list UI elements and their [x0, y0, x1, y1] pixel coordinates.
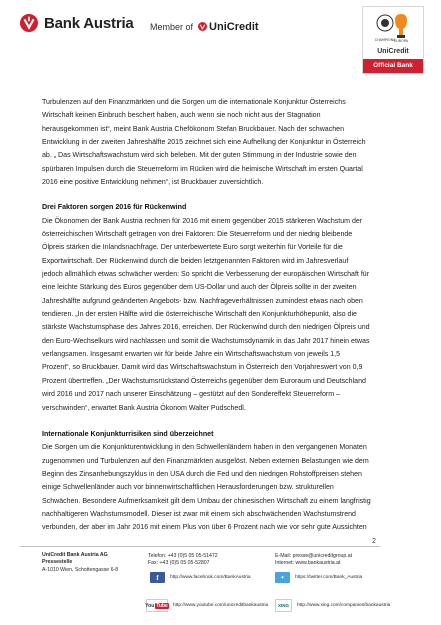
footer-street: A-1010 Wien, Schottengasse 6-8	[42, 566, 119, 573]
youtube-link[interactable]	[146, 599, 268, 612]
footer-fax: Fax: +43 (0)5 05 05-52807	[148, 560, 210, 567]
youtube-icon: You Tube	[146, 599, 168, 612]
section-1-line: österreichischen Wirtschaft getragen von drei Faktoren: Die Steuerreform und der niedrig bleibende	[42, 231, 353, 239]
twitter-url[interactable]: https://twitter.com/Bank_Austria	[295, 575, 363, 580]
facebook-url[interactable]: http://www.facebook.com/BankAustria	[170, 575, 251, 580]
xing-url[interactable]: http://www.xing.com/companies/bankaustria	[297, 603, 391, 608]
section-1-line: eine leichte Stärkung des Euros gegenüber dem US-Dollar und auch der Ölpreis sollte in der zweiten	[42, 284, 357, 292]
section-2-line: verbunden, der aber im Jahr 2016 mit einem Plus von über 6 Prozent nach wie vor sehr gute Aussichten	[42, 524, 367, 532]
youtube-url[interactable]: http://www.youtube.com/unicreditbankaustria	[173, 603, 269, 608]
section-1-line: jedoch allmählich etwas schwächer werden: So spricht die Verbesserung der europäischen Wirtschaft für	[42, 271, 370, 279]
section-1-line: Ölpreis stärken die Inlandsnachfrage. Der unterbewertete Euro sorgt weiterhin für Vorteile für die	[42, 244, 343, 252]
unicredit-small-mark-icon	[198, 22, 207, 31]
section-2-line: Die Sorgen um die Konjunkturentwicklung in den Schwellenländern haben in den vergangenen Monaten	[42, 444, 367, 452]
section-1-line: wird 2016 und 2017 nach unserer Einschätzung – gestützt auf den Sondereffekt Steuerreform –	[42, 391, 340, 399]
section-1-line: den Euro-Wechselkurs wird nachlassen und somit die Wachstumsdynamik in das Jahr 2017 hinein etwas	[42, 337, 370, 345]
member-brand: UniCredit	[209, 21, 259, 33]
section-1-paragraph	[42, 215, 378, 415]
page-number: 2	[372, 538, 376, 545]
intro-line: Entwicklung in der zweiten Jahreshälfte 2015 zeichnet sich eine Aufhellung der Konjunktur in Österreich	[42, 139, 366, 147]
intro-line: Wirtschaft keinen Einbruch beschert haben, auch wenn sie noch nicht aus der Stagnation	[42, 112, 321, 120]
section-2-line: zugenommen und Turbulenzen auf den Finanzmärkten ausgelöst. Neben externen Belastungen wie dem	[42, 457, 369, 465]
intro-line: herausgekommen ist“, meint Bank Austria Chefökonom Stefan Bruckbauer. Nach der schwachen	[42, 125, 344, 133]
section-1-line: tendieren. „In der ersten Hälfte wird die österreichische Wirtschaft den Konjunkturhöhepunkt, also die	[42, 311, 357, 319]
twitter-link[interactable]	[275, 572, 362, 583]
member-prefix: Member of	[150, 22, 194, 32]
footer-department: Pressestelle	[42, 559, 73, 566]
twitter-icon: ✦	[275, 572, 290, 583]
section-2-line: einige Schwellenländer auch vor binnenwirtschaftlichen Herausforderungen bzw. strukturellen	[42, 484, 334, 492]
member-of-unicredit	[150, 21, 259, 33]
badge-unicredit: UniCredit	[377, 48, 409, 55]
intro-line: spürbaren Impulsen durch die Steuerreform im Rücken wird die heimische Wirtschaft im ersten Quartal	[42, 165, 363, 173]
section-1-line: Jahreshälfte aufgrund geänderten Angebots- bzw. Nachfrageverhältnissen zumindest etwas nach oben	[42, 297, 363, 305]
facebook-icon: f	[150, 572, 165, 583]
svg-text:EUROPA: EUROPA	[394, 39, 408, 43]
intro-line: ab. „ Das Wirtschaftswachstum wird sich beleben. Mit der guten Stimmung in der Industrie sowie den	[42, 152, 357, 160]
section-2-paragraph	[42, 441, 378, 534]
section-1-line: verlangsamen. Insgesamt erwarten wir für beide Jahre ein Wirtschaftswachstum von jeweils 1,5	[42, 351, 341, 359]
official-bank-badge	[362, 6, 424, 74]
badge-official-bank: Official Bank	[363, 59, 423, 73]
footer-telefon: Telefon: +43 (0)5 05 05-51472	[148, 553, 218, 559]
xing-icon: XING	[275, 599, 292, 612]
section-2-line: nachhaltigeren Wachstumsmodell. Dieser ist zwar mit einem sich abschwächenden Wachstumstrend	[42, 510, 356, 518]
intro-paragraph	[42, 96, 378, 189]
section-1-line: stärkste Wachstumsphase des Jahres 2016, erreichen. Der Rückenwind durch den niedrigen Ölpreis und	[42, 324, 370, 332]
section-2-line: Schwächen. Besondere Aufmerksamkeit gilt dem Umbau der chinesischen Wirtschaft zu einem langfristig	[42, 497, 371, 505]
section-1-line: Exportwirtschaft. Der Rückenwind durch die beiden letztgenannten Faktoren wird im Jahresverlauf	[42, 257, 349, 265]
heading-konjunkturrisiken: Internationale Konjunkturrisiken sind überzeichnet	[42, 429, 214, 438]
footer-phone	[148, 553, 218, 568]
xing-link[interactable]	[275, 599, 390, 612]
footer-company: UniCredit Bank Austria AG	[42, 552, 108, 558]
footer-internet[interactable]: Internet: www.bankaustria.at	[275, 560, 341, 567]
uefa-trophies-icon	[371, 11, 417, 45]
section-1-line: Prozent“, so Bruckbauer. Damit wird das Wirtschaftswachstum in Österreich den Vorjahreswert von 0,9	[42, 364, 363, 372]
intro-line: Turbulenzen auf den Finanzmärkten und die Sorgen um die internationale Konjunktur Österreichs	[42, 99, 346, 106]
footer-divider	[20, 546, 380, 547]
section-2-line: Beginn des Zinsanhebungszyklus in den USA durch die Fed und den niedrigen Rohstoffpreisen stehen	[42, 470, 362, 478]
section-1-line: Prozent übertreffen. „Der Wachstumsrückstand Österreichs gegenüber dem Euroraum und Deutschland	[42, 377, 366, 385]
section-1-line: Die Ökonomen der Bank Austria rechnen für 2016 mit einem gegenüber 2015 stärkeren Wachstum der	[42, 217, 363, 225]
footer-email[interactable]: E-Mail: presse@unicreditgroup.at	[275, 553, 353, 559]
footer-contact	[275, 553, 352, 568]
intro-line: 2016 eine positive Entwicklung nehmen“, ist Bruckbauer zuversichtlich.	[42, 179, 264, 187]
heading-drei-faktoren: Drei Faktoren sorgen 2016 für Rückenwind	[42, 203, 187, 212]
section-1-line: verschwinden“, erwartet Bank Austria Ökonom Walter Pudschedl.	[42, 404, 246, 412]
svg-text:CHAMPIONS: CHAMPIONS	[374, 38, 396, 42]
press-release-body	[42, 96, 378, 535]
footer-address	[42, 552, 118, 574]
facebook-link[interactable]	[150, 572, 251, 583]
brand-name: Bank Austria	[44, 14, 134, 32]
bank-austria-logo	[20, 14, 134, 32]
unicredit-mark-icon	[20, 14, 38, 32]
